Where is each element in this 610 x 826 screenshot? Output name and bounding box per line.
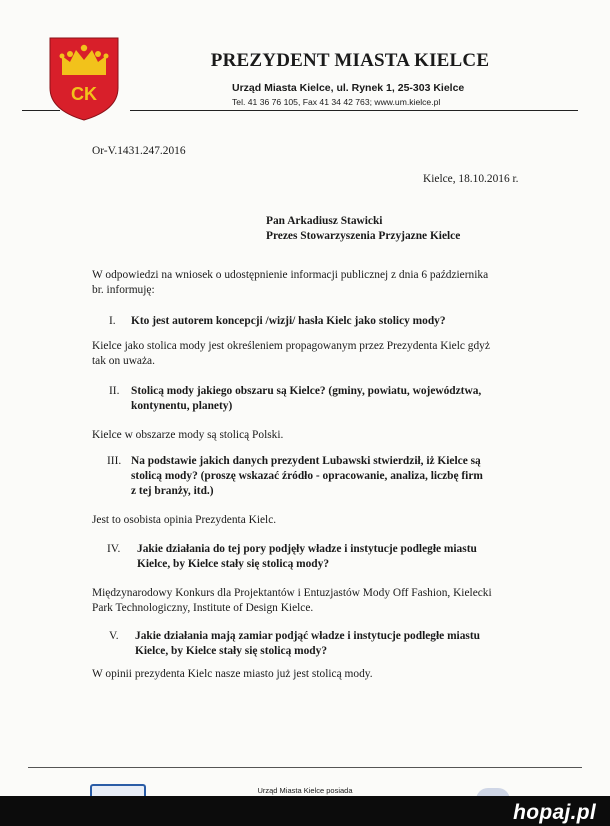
letterhead-address: Urząd Miasta Kielce, ul. Rynek 1, 25-303 Kielce	[232, 82, 465, 94]
question-3-line-2: stolicą mody? (proszę wskazać źródło - opracowanie, analiza, liczbę firm	[131, 470, 483, 482]
question-3	[107, 454, 483, 499]
question-1	[109, 314, 446, 329]
answer-5-line-1: W opinii prezydenta Kielc nasze miasto już jest stolicą mody.	[92, 668, 373, 680]
place-date: Kielce, 18.10.2016 r.	[423, 173, 519, 185]
reference-number: Or-V.1431.247.2016	[92, 145, 186, 157]
question-3-number: III.	[107, 455, 122, 467]
question-4-line-2: Kielce, by Kielce stały się stolicą mody?	[137, 558, 330, 570]
crest-letters: CK	[71, 84, 97, 104]
question-5-line-2: Kielce, by Kielce stały się stolicą mody?	[135, 645, 328, 657]
letterhead-divider	[130, 110, 578, 111]
footer-text: Urząd Miasta Kielce posiada	[257, 786, 353, 795]
recipient-role: Prezes Stowarzyszenia Przyjazne Kielce	[266, 230, 461, 242]
question-1-number: I.	[109, 315, 116, 327]
question-2-number: II.	[109, 385, 120, 397]
intro-line-1: W odpowiedzi na wniosek o udostępnienie informacji publicznej z dnia 6 października	[92, 269, 489, 281]
answer-1-line-2: tak on uważa.	[92, 355, 155, 367]
answer-3-line-1: Jest to osobista opinia Prezydenta Kielc.	[92, 514, 277, 526]
question-2-line-2: kontynentu, planety)	[131, 400, 233, 412]
question-2	[109, 384, 482, 414]
question-3-line-1: Na podstawie jakich danych prezydent Lubawski stwierdził, iż Kielce są	[131, 455, 481, 467]
answer-4-line-2: Park Technologiczny, Institute of Design Kielce.	[92, 602, 314, 614]
footer-divider	[28, 767, 582, 768]
question-5-number: V.	[109, 630, 119, 642]
question-1-line-1: Kto jest autorem koncepcji /wizji/ hasła Kielc jako stolicy mody?	[131, 315, 446, 327]
question-2-line-1: Stolicą mody jakiego obszaru są Kielce? (gminy, powiatu, województwa,	[131, 385, 482, 397]
recipient-name: Pan Arkadiusz Stawicki	[266, 215, 383, 227]
answer-4-line-1: Międzynarodowy Konkurs dla Projektantów i Entuzjastów Mody Off Fashion, Kielecki	[92, 587, 492, 599]
answer-1-line-1: Kielce jako stolica mody jest określeniem propagowanym przez Prezydenta Kielc gdyż	[92, 340, 490, 352]
question-3-line-3: z tej branży, itd.)	[131, 485, 214, 497]
question-5	[109, 629, 480, 659]
intro-line-2: br. informuję:	[92, 284, 155, 296]
hopaj-watermark: hopaj.pl	[513, 801, 596, 824]
answer-2-line-1: Kielce w obszarze mody są stolicą Polski.	[92, 429, 284, 441]
letterhead-contact: Tel. 41 36 76 105, Fax 41 34 42 763; www.um.kielce.pl	[232, 97, 441, 107]
letterhead-title: PREZYDENT MIASTA KIELCE	[210, 50, 490, 71]
question-5-line-1: Jakie działania mają zamiar podjąć władze i instytucje podległe miastu	[135, 630, 480, 642]
question-4-line-1: Jakie działania do tej pory podjęły władze i instytucje podległe miastu	[137, 543, 477, 555]
letterhead-divider-left	[22, 110, 60, 111]
question-4	[107, 542, 477, 572]
question-4-number: IV.	[107, 543, 121, 555]
